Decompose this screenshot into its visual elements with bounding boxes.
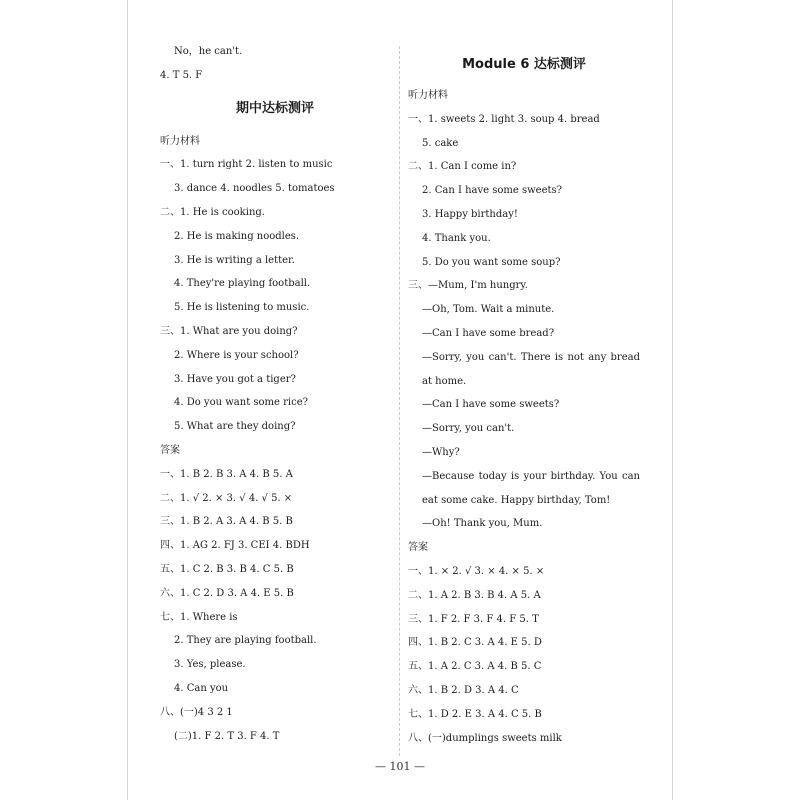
text-line: 3. Yes, please.	[174, 659, 246, 671]
text-line: 2. He is making noodles.	[174, 230, 300, 242]
text-line: —Why?	[422, 446, 460, 458]
text-line: —Can I have some sweets?	[422, 399, 560, 411]
text-line: —Oh! Thank you, Mum.	[422, 518, 543, 530]
page-edge-left	[127, 0, 128, 800]
column-divider	[399, 46, 400, 756]
text-line: 三、1. B 2. A 3. A 4. B 5. B	[160, 516, 293, 528]
text-line: 四、1. AG 2. FJ 3. CEI 4. BDH	[160, 540, 310, 552]
answers-label: 答案	[408, 542, 428, 554]
text-line: 5. What are they doing?	[174, 421, 296, 433]
text-line: 八、(一)4 3 2 1	[160, 706, 233, 718]
text-line: 一、1. turn right 2. listen to music	[160, 159, 333, 171]
text-line: No，he can't.	[174, 46, 243, 57]
text-line: 三、1. What are you doing?	[160, 325, 298, 337]
section-title-module6: Module 6 达标测评	[462, 57, 586, 72]
text-line: 七、1. Where is	[160, 611, 238, 623]
text-line: 5. Do you want some soup?	[422, 256, 561, 268]
text-line: 四、1. B 2. C 3. A 4. E 5. D	[408, 637, 542, 649]
text-line: (二)1. F 2. T 3. F 4. T	[174, 730, 280, 742]
text-line: —Sorry, you can't.	[422, 423, 515, 435]
text-line: 2. They are playing football.	[174, 635, 317, 647]
text-line: —Can I have some bread?	[422, 327, 555, 339]
text-line: 3. dance 4. noodles 5. tomatoes	[174, 183, 335, 195]
text-line: 二、1. √ 2. × 3. √ 4. √ 5. ×	[160, 492, 293, 504]
text-line: 二、1. A 2. B 3. B 4. A 5. A	[408, 589, 541, 601]
text-line: 4. Can you	[174, 682, 229, 694]
text-line: 4. Thank you.	[422, 232, 491, 244]
listening-list	[160, 153, 390, 439]
text-line: —Oh, Tom. Wait a minute.	[422, 304, 555, 316]
text-line: 六、1. B 2. D 3. A 4. C	[408, 684, 519, 696]
text-paragraph: —Sorry, you can't. There is not any bread at home.	[422, 351, 640, 387]
text-line: 一、1. × 2. √ 3. × 4. × 5. ×	[408, 565, 545, 577]
answers-list	[160, 463, 390, 749]
text-line: 一、1. B 2. B 3. A 4. B 5. A	[160, 468, 293, 480]
text-line: 一、1. sweets 2. light 3. soup 4. bread	[408, 113, 600, 125]
text-line: 三、—Mum, I'm hungry.	[408, 280, 528, 292]
answers-label: 答案	[160, 444, 180, 456]
text-line: 4. They're playing football.	[174, 278, 311, 290]
listening-list	[408, 512, 640, 536]
left-column	[160, 40, 390, 748]
text-line: 4. T 5. F	[160, 69, 203, 81]
text-line: 3. Have you got a tiger?	[174, 373, 296, 385]
text-line: 3. Happy birthday!	[422, 208, 518, 220]
text-line: 二、1. Can I come in?	[408, 161, 517, 173]
text-line: 5. He is listening to music.	[174, 302, 310, 314]
listening-list	[408, 393, 640, 464]
text-line: 六、1. C 2. D 3. A 4. E 5. B	[160, 587, 294, 599]
listening-label: 听力材料	[408, 90, 448, 101]
text-line: 5. cake	[422, 137, 459, 149]
text-line: 五、1. C 2. B 3. B 4. C 5. B	[160, 563, 294, 575]
text-line: 4. Do you want some rice?	[174, 397, 308, 409]
right-column	[408, 40, 640, 750]
text-paragraph: —Because today is your birthday. You can eat some cake. Happy birthday, Tom!	[422, 470, 640, 506]
text-line: 三、1. F 2. F 3. F 4. F 5. T	[408, 613, 539, 625]
page-number: — 101 —	[375, 760, 425, 773]
text-line: 2. Can I have some sweets?	[422, 185, 562, 197]
text-line: 八、(一)dumplings sweets milk	[408, 732, 562, 744]
text-line: 二、1. He is cooking.	[160, 206, 265, 218]
listening-label: 听力材料	[160, 135, 200, 147]
text-line: 五、1. A 2. C 3. A 4. B 5. C	[408, 661, 542, 673]
listening-list	[408, 108, 640, 346]
text-line: 2. Where is your school?	[174, 349, 299, 361]
text-line: 七、1. D 2. E 3. A 4. C 5. B	[408, 708, 542, 720]
page-edge-right	[672, 0, 673, 800]
answers-list	[408, 560, 640, 750]
section-title-midterm: 期中达标测评	[235, 100, 314, 116]
text-line: 3. He is writing a letter.	[174, 254, 295, 266]
